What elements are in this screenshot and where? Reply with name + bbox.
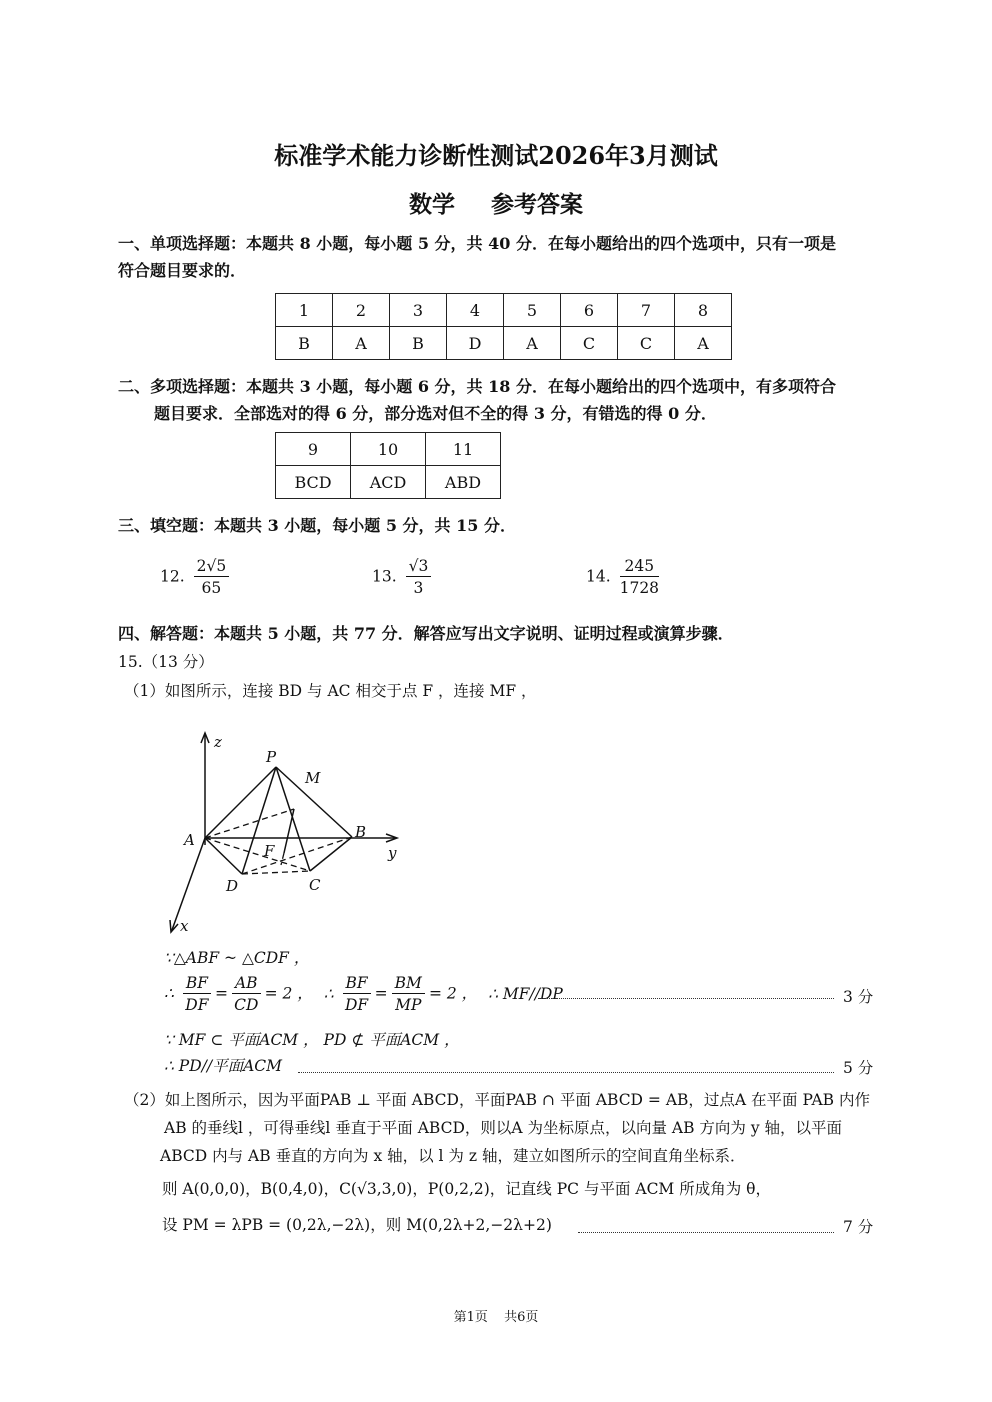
therefore-symbol: ∴ [164,984,174,1003]
fraction-numerator: AB [232,973,261,994]
table-cell: B [276,327,333,360]
fraction-BF-DF [183,973,211,1016]
fraction-numerator: BM [392,973,425,994]
table-cell: 8 [675,294,732,327]
table-cell: 5 [504,294,561,327]
table-cell: B [390,327,447,360]
table-cell: 2 [333,294,390,327]
label-D: D [226,877,239,895]
page-subtitle [0,186,992,219]
page-total: 共6页 [504,1310,539,1325]
score-5: 5 分 [843,1059,874,1077]
q15-part2-coordinates: 则 A(0,0,0)，B(0,4,0)，C(√3,3,0)，P(0,2,2)，记直线 PC 与平面 ACM 所成角为 θ， [162,1180,771,1198]
table-cell: 6 [561,294,618,327]
label-A: A [184,831,195,849]
section1-answer-table [275,293,732,360]
q15-part2-line1: （2）如上图所示，因为平面PAB ⊥ 平面 ABCD，平面PAB ∩ 平面 ABCD = AB，过点A 在平面 PAB 内作 [124,1091,870,1109]
fraction-BM-MP [392,973,425,1016]
table-cell: 7 [618,294,675,327]
answers-label: 参考答案 [491,191,583,218]
dot-leader [538,998,834,999]
answer-12 [160,556,233,599]
edge-CB [310,837,352,871]
q15-part2-line2: AB 的垂线l ，可得垂线l 垂直于平面 ABCD，则以A 为坐标原点，以向量 AB 方向为 y 轴，以平面 [164,1119,843,1137]
section2-answer-table [275,432,501,499]
page-title: 标准学术能力诊断性测试2026年3月测试 [274,141,718,170]
page-number: 第1页 [453,1310,488,1325]
section2-heading [118,373,888,427]
section4-heading: 四、解答题：本题共 5 小题，共 77 分．解答应写出文字说明、证明过程或演算步骤． [118,624,734,643]
fraction-denominator: 65 [201,579,222,597]
table-cell: A [333,327,390,360]
answer-13-label: 13. [372,567,397,586]
step-plane-containment: ∵ MF ⊂ 平面ACM ， PD ⊄ 平面ACM ， [164,1031,460,1049]
table-cell: ACD [351,466,426,499]
score-3: 3 分 [843,988,874,1006]
fraction-denominator: MP [395,996,422,1014]
fraction-denominator: 3 [413,579,424,597]
fraction-denominator: DF [185,996,209,1014]
dot-leader [298,1072,834,1073]
step-parallel-plane: ∴ PD//平面ACM [164,1057,283,1075]
table-row [276,466,501,499]
label-y: y [388,844,397,862]
label-z: z [214,733,222,751]
fraction-denominator: CD [234,996,259,1014]
answer-13-fraction [406,556,432,599]
table-cell: 11 [426,433,501,466]
fraction-AB-CD [232,973,261,1016]
q15-part2-vector: 设 PM = λPB = (0,2λ,−2λ)，则 M(0,2λ+2,−2λ+2) [162,1216,552,1234]
table-cell: 10 [351,433,426,466]
x-axis [172,838,205,930]
table-cell: 3 [390,294,447,327]
therefore-symbol: ∴ [323,984,334,1003]
table-cell: 4 [447,294,504,327]
section2-heading-line1: 二、多项选择题：本题共 3 小题，每小题 6 分，共 18 分．在每小题给出的四个选项中，有多项符合 [118,377,836,396]
section1-heading-line2: 符合题目要求的． [118,261,247,280]
label-C: C [309,876,321,894]
q15-part2-line3: ABCD 内与 AB 垂直的方向为 x 轴，以 l 为 z 轴，建立如图所示的空间直角坐标系． [160,1147,746,1165]
table-cell: 9 [276,433,351,466]
label-F: F [264,842,275,860]
table-cell: D [447,327,504,360]
table-row [276,433,501,466]
page-footer [0,1306,992,1325]
segment-MF-solid [284,809,294,853]
label-P: P [266,748,277,766]
table-row [276,327,732,360]
segment-AM [205,809,294,838]
section1-heading [118,230,888,284]
section2-heading-line2: 题目要求．全部选对的得 6 分，部分选对但不全的得 3 分，有错选的得 0 分． [154,404,717,423]
table-cell: A [675,327,732,360]
fraction-BF-DF-2 [343,973,371,1016]
dot-leader [578,1232,834,1233]
edge-DC [242,871,310,874]
edge-AD [205,838,242,874]
label-B: B [355,823,367,841]
answer-14 [586,556,663,599]
answer-14-label: 14. [586,567,611,586]
fraction-numerator: 245 [620,556,659,577]
table-row [276,294,732,327]
label-M: M [305,769,321,787]
subject-label: 数学 [408,191,455,218]
step-similar-triangles: ∵△ABF ~ △CDF ， [164,949,310,967]
equals-two: = 2 ， [264,984,313,1003]
answer-12-label: 12. [160,567,185,586]
fraction-denominator: DF [345,996,369,1014]
table-cell: C [618,327,675,360]
q15-part1-intro: （1）如图所示，连接 BD 与 AC 相交于点 F ，连接 MF ， [124,682,537,700]
section1-heading-line1: 一、单项选择题：本题共 8 小题，每小题 5 分，共 40 分．在每小题给出的四个选项中，只有一项是 [118,234,836,253]
section3-heading: 三、填空题：本题共 3 小题，每小题 5 分，共 15 分． [118,516,516,535]
table-cell: 1 [276,294,333,327]
table-cell: A [504,327,561,360]
score-7: 7 分 [843,1218,874,1236]
answer-13 [372,556,435,599]
fraction-denominator: 1728 [619,579,660,597]
fraction-numerator: √3 [406,556,432,577]
table-cell: C [561,327,618,360]
diag-BD [242,837,352,874]
conclusion-MF-parallel-DP: ∴ MF//DP [488,984,563,1003]
fraction-numerator: 2√5 [194,556,230,577]
step-ratio: ∴ $\frac{BF}{DF}$ = $\frac{AB}{CD}$ = 2 ， ∴ $\frac{BF}{DF}$ = $\frac{BM}{MP}$ = 2 ， ∴ MF//DP [164,974,563,1014]
equals-two: = 2 ， [428,984,478,1003]
diag-AC [205,838,310,871]
q15-label: 15.（13 分） [118,653,214,671]
answer-12-fraction [194,556,230,599]
answer-14-fraction [620,556,659,599]
table-cell: ABD [426,466,501,499]
table-cell: BCD [276,466,351,499]
label-x: x [180,917,189,935]
pyramid-figure [150,725,420,940]
fraction-numerator: BF [183,973,211,994]
fraction-numerator: BF [343,973,371,994]
